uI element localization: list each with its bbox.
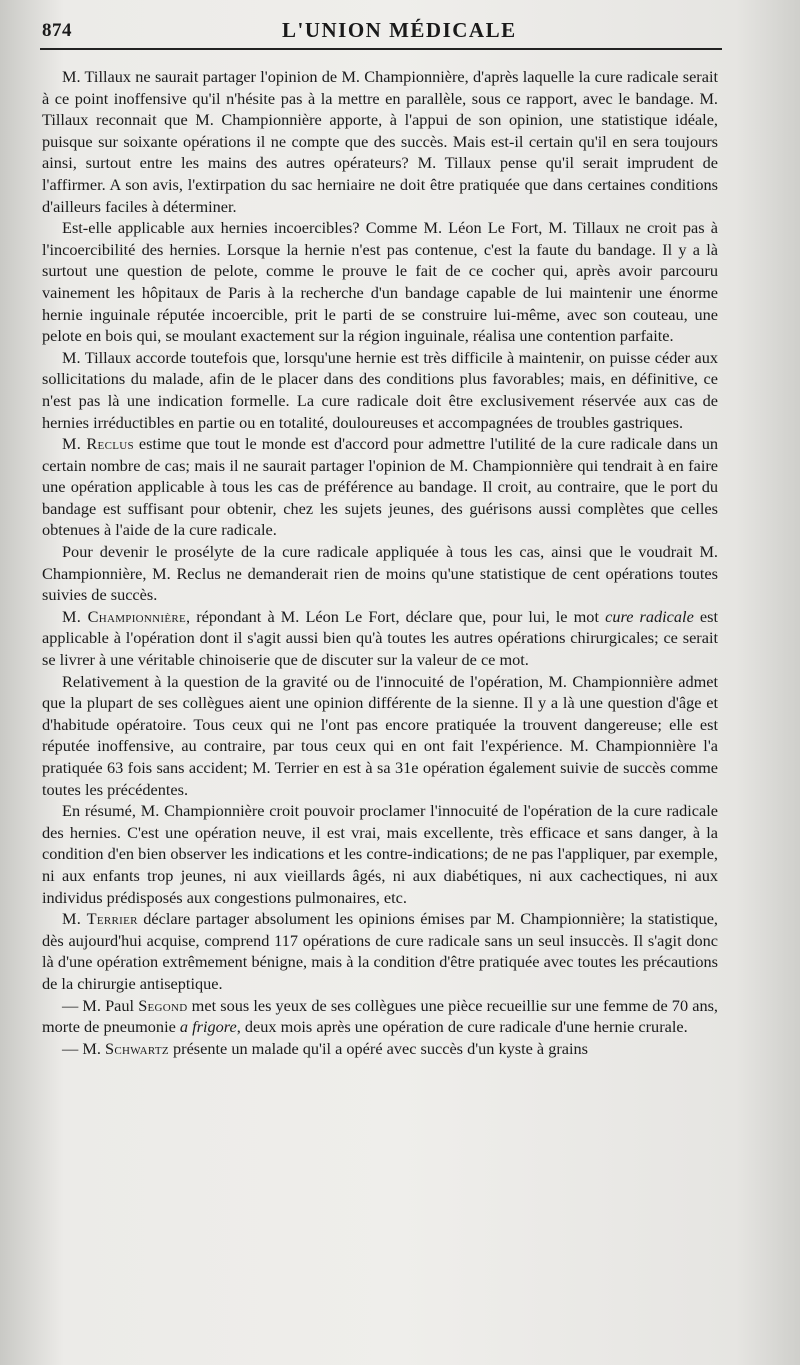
paragraph: M. Tillaux accorde toutefois que, lorsqu'une hernie est très difficile à maintenir, on puisse céder aux sollicitations du malade, afin de le placer dans des conditions plus favorables; mais, en définitive, ce n'est pas là une indication formelle. La cure radicale doit être exclusivement réservée aux cas de hernies irréductibles en partie ou en totalité, douloureuses et accompagnées de troubles gastriques. — [42, 347, 718, 432]
paragraph: M. Tillaux ne saurait partager l'opinion de M. Championnière, d'après laquelle la cure radicale serait à ce point inoffensive qu'il n'hésite pas à la mettre en parallèle, sous ce rapport, avec le bandage. M. Tillaux reconnait que M. Championnière apporte, à l'appui de son opinion, une statistique idéale, puisque sur soixante opérations il ne compte que des succès. Mais est-il certain qu'il en sera toujours ainsi, surtout entre les mains des autres opérateurs? M. Tillaux pense qu'il serait imprudent de l'affirmer. A son avis, l'extirpation du sac herniaire ne doit être pratiquée que dans certaines conditions d'ailleurs faciles à déterminer. — [42, 67, 718, 216]
paragraph-text: déclare partager absolument les opinions émises par M. Championnière; la statistique, dès aujourd'hui acquise, comprend 117 opérations de cure radicale sans un seul insuccès. Il s'agit donc là d'une opération extrêmement bénigne, mais à la condition d'être pratiquée avec toutes les précautions de la chirurgie antiseptique. — [42, 909, 718, 993]
speaker-name: M. Terrier — [62, 909, 138, 929]
paragraph — [42, 1038, 718, 1060]
paragraph-text: , répondant à M. Léon Le Fort, déclare que, pour lui, le mot — [186, 606, 606, 626]
paragraph-text: est applicable à l'opération dont il s'agit aussi bien qu'à toutes les autres opérations chirurgicales; ce serait se livrer à une véritable chinoiserie que de discuter sur la valeur de ce mot. — [42, 606, 718, 670]
paragraph: En résumé, M. Championnière croit pouvoir proclamer l'innocuité de l'opération de la cure radicale des hernies. C'est une opération neuve, il est vrai, mais excellente, très efficace et sans danger, à la condition d'en bien observer les indications et les contre-indications; de ne pas l'appliquer, par exemple, ni aux enfants trop jeunes, ni aux vieillards âgés, ni aux diabétiques, ni aux cachectiques, ni aux individus prédisposés aux congestions pulmonaires, etc. — [42, 801, 718, 907]
speaker-name: M. Championnière — [62, 606, 187, 626]
paragraph — [42, 908, 718, 994]
paragraph-text: estime que tout le monde est d'accord pour admettre l'utilité de la cure radicale dans un certain nombre de cas; mais il ne saurait partager l'opinion de M. Championnière qui tendrait à en faire une opération applicable à tous les cas de préférence au bandage. Il croit, au contraire, que le port du bandage est suffisant pour obtenir, chez les sujets jeunes, des guérisons aussi complètes que celles obtenues à l'aide de la cure radicale. — [42, 434, 718, 540]
paragraph-text: met sous les yeux de ses collègues une pièce recueillie sur une femme de 70 ans, morte de pneumonie — [42, 995, 718, 1037]
article-body — [42, 66, 718, 1059]
paragraph — [42, 606, 718, 671]
running-title: L'UNION MÉDICALE — [282, 18, 517, 42]
speaker-name: Schwartz — [104, 1038, 169, 1058]
paragraph-text: présente un malade qu'il a opéré avec succès d'un kyste à grains — [168, 1038, 589, 1058]
paragraph: Est-elle applicable aux hernies incoercibles? Comme M. Léon Le Fort, M. Tillaux ne croit pas à l'incoercibilité des hernies. Lorsque la hernie n'est pas contenue, c'est la faute du bandage. Il y a là surtout une question de pelote, comme le prouve le fait de ce cocher qui, après avoir parcouru vainement les hôpitaux de Paris à la recherche d'un bandage capable de lui maintenir une énorme hernie inguinale réputée incoercible, prit le parti de se construire lui-même, avec son couteau, une pelote en bois qui, se moulant exactement sur la région inguinale, réalisa une contention parfaite. — [42, 218, 718, 346]
speaker-name: Segond — [138, 995, 188, 1015]
speaker-name: M. Reclus — [62, 434, 134, 454]
page-header — [40, 14, 720, 44]
italic-term: cure radicale — [605, 606, 694, 626]
paragraph: Pour devenir le prosélyte de la cure radicale appliquée à tous les cas, ainsi que le voudrait M. Championnière, M. Reclus ne demanderait rien de moins qu'une statistique de cent opérations toutes suivies de succès. — [42, 542, 718, 605]
paragraph-text: , deux mois après une opération de cure radicale d'une hernie crurale. — [236, 1017, 688, 1037]
page-number: 874 — [42, 20, 72, 41]
paragraph — [42, 995, 718, 1038]
paragraph-prefix: — M. — [62, 1038, 105, 1058]
italic-term: a frigore — [179, 1017, 237, 1037]
header-rule — [40, 48, 722, 50]
paragraph: Relativement à la question de la gravité ou de l'innocuité de l'opération, M. Championnière admet que la plupart de ses collègues aient une opinion différente de la sienne. Il y a là une question d'âge et d'habitude opératoire. Tous ceux qui ne l'ont pas encore pratiquée la trouvent dangereuse; elle est réputée inoffensive, au contraire, par tous ceux qui en ont fait l'expérience. M. Championnière l'a pratiquée 63 fois sans accident; M. Terrier en est à sa 31e opération également suivie de succès comme toutes les précédentes. — [42, 671, 718, 799]
paragraph-prefix: — M. Paul — [62, 995, 139, 1015]
paragraph — [42, 433, 718, 541]
